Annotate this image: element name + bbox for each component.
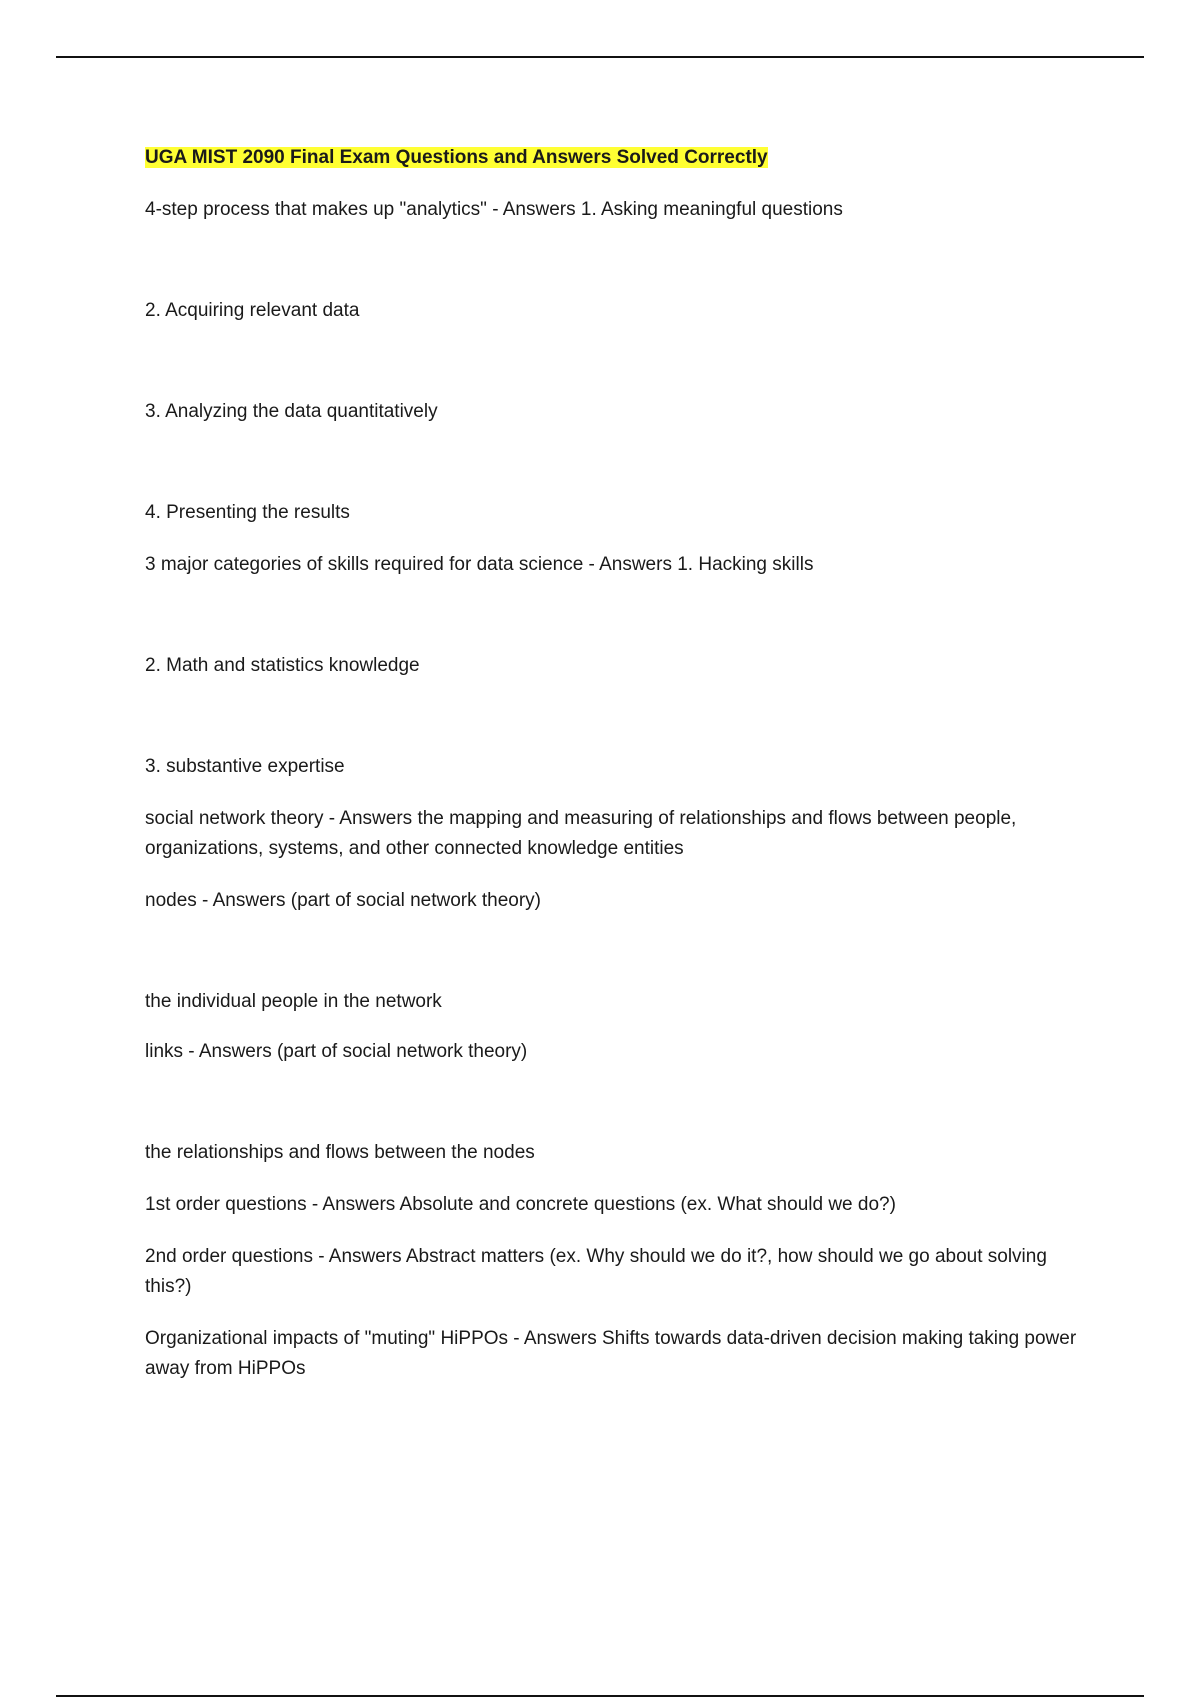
paragraph-5: 3 major categories of skills required for data science - Answers 1. Hacking skills bbox=[145, 554, 814, 575]
paragraph-3: 3. Analyzing the data quantitatively bbox=[145, 401, 438, 422]
paragraph-12: the relationships and flows between the nodes bbox=[145, 1142, 535, 1163]
paragraph-4: 4. Presenting the results bbox=[145, 502, 350, 523]
paragraph-9: nodes - Answers (part of social network theory) bbox=[145, 890, 542, 911]
document-title bbox=[145, 143, 1095, 173]
paragraph-8: social network theory - Answers the mapping and measuring of relationships and flows between people, organizations, systems, and other connected knowledge entities bbox=[145, 808, 1017, 859]
paragraph-1: 4-step process that makes up "analytics" - Answers 1. Asking meaningful questions bbox=[145, 199, 843, 220]
paragraph-7: 3. substantive expertise bbox=[145, 756, 345, 777]
highlighted-title-text: UGA MIST 2090 Final Exam Questions and Answers Solved Correctly bbox=[145, 147, 768, 168]
paragraph-11: links - Answers (part of social network theory) bbox=[145, 1041, 528, 1062]
paragraph-2: 2. Acquiring relevant data bbox=[145, 300, 360, 321]
paragraph-6: 2. Math and statistics knowledge bbox=[145, 655, 420, 676]
paragraph-14: 2nd order questions - Answers Abstract matters (ex. Why should we do it?, how should we go about solving this?) bbox=[145, 1246, 1047, 1297]
document-body bbox=[145, 143, 1095, 1384]
page-bottom-rule bbox=[56, 1695, 1144, 1697]
paragraph-10: the individual people in the network bbox=[145, 991, 442, 1012]
paragraph-15: Organizational impacts of "muting" HiPPOs - Answers Shifts towards data-driven decision making taking power away from HiPPOs bbox=[145, 1328, 1077, 1379]
paragraph-13: 1st order questions - Answers Absolute and concrete questions (ex. What should we do?) bbox=[145, 1194, 896, 1215]
page-top-rule bbox=[56, 56, 1144, 58]
